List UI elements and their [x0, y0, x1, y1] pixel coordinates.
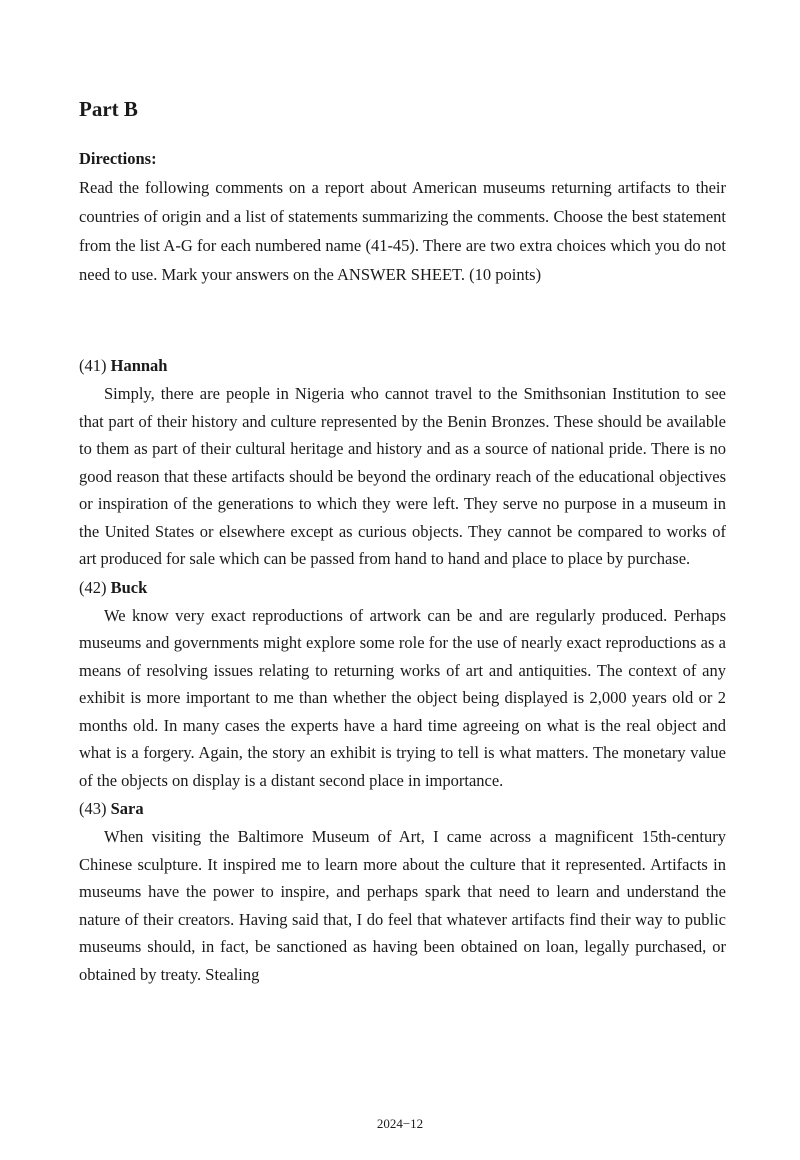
comment-text: Simply, there are people in Nigeria who cannot travel to the Smithsonian Institution to see that part of their history and culture represented by the Benin Bronzes. These should be available to them as part of their cultural heritage and history and as a source of national pride. There is no good reason that these artifacts should be beyond the ordinary reach of the educational objectives or inspiration of the generations to which they were left. They serve no purpose in a museum in the United States or elsewhere except as curious objects. They cannot be compared to works of art produced for sale which can be passed from hand to hand and place to place by purchase.	[79, 384, 726, 568]
part-title: Part B	[79, 97, 138, 121]
comment-header	[79, 351, 726, 380]
comment-number: (42)	[79, 577, 107, 597]
commenter-name: Buck	[110, 577, 148, 597]
directions-text: Read the following comments on a report about American museums returning artifacts to their countries of origin and a list of statements summarizing the comments. Choose the best statement from the list A-G for each numbered name (41-45). There are two extra choices which you do not need to use. Mark your answers on the ANSWER SHEET. (10 points)	[79, 178, 726, 284]
commenter-name: Sara	[110, 799, 144, 818]
comment-number: (41)	[79, 356, 107, 375]
comment-header	[79, 794, 726, 823]
comment-header	[79, 573, 726, 602]
directions-heading: Directions:	[79, 149, 157, 168]
comment-43	[79, 794, 726, 988]
comment-text: When visiting the Baltimore Museum of Art, I came across a magnificent 15th-century Chinese sculpture. It inspired me to learn more about the culture that it represented. Artifacts in museums have the power to inspire, and perhaps spark that need to learn and understand the nature of their creators. Having said that, I do feel that whatever artifacts find their way to public museums should, in fact, be sanctioned as having been obtained on loan, legally purchased, or obtained by treaty. Stealing	[79, 827, 726, 984]
page-footer: 2024−12	[376, 1116, 424, 1131]
comment-text: We know very exact reproductions of artwork can be and are regularly produced. Perhaps museums and governments might explore some role for the use of nearly exact reproductions as a means of resolving issues relating to returning works of art and antiquities. The context of any exhibit is more important to me than whether the object being displayed is 2,000 years old or 2 months old. In many cases the experts have a hard time agreeing on what is the real object and what is a forgery. Again, the story an exhibit is trying to tell is what matters. The monetary value of the objects on display is a distant second place in importance.	[79, 605, 726, 790]
comment-number: (43)	[79, 799, 107, 818]
commenter-name: Hannah	[110, 356, 168, 375]
comment-42	[79, 573, 726, 795]
comments-section	[79, 351, 726, 988]
comment-41	[79, 351, 726, 573]
